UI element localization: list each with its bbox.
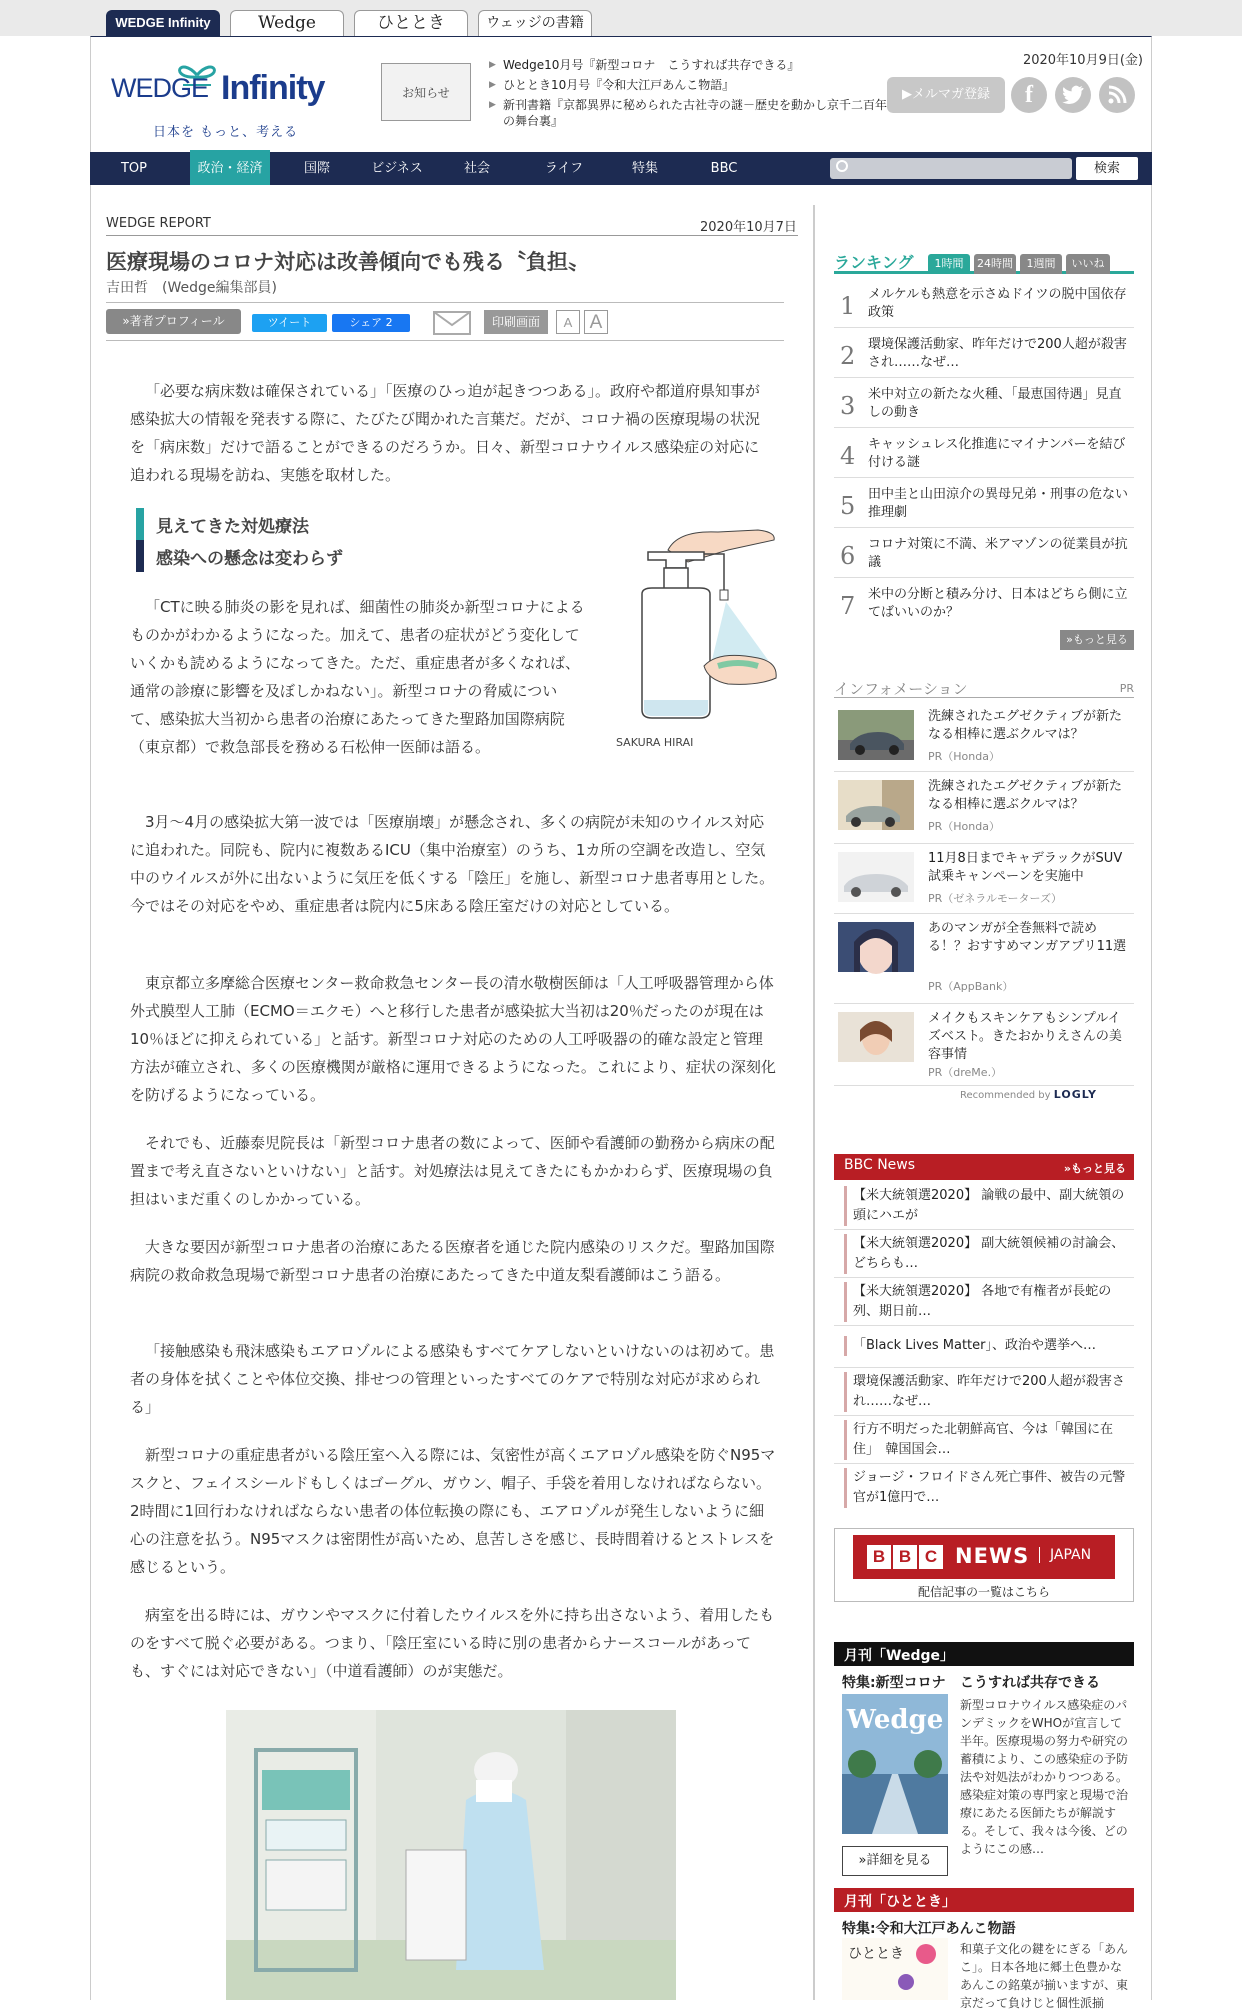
monthly-hitotoki-title: 月刊「ひととき」 xyxy=(844,1894,956,1910)
info-sponsor: PR（Honda） xyxy=(928,750,1000,763)
ranking-item[interactable] xyxy=(834,480,1134,528)
nav-bbc[interactable]: BBC xyxy=(710,161,738,176)
rank-number: 7 xyxy=(840,592,856,620)
article-photo-nurse xyxy=(226,1710,676,2000)
article-paragraph: 「CTに映る肺炎の影を見れば、細菌性の肺炎か新型コロナによるものかがわかるようになった。加えて、患者の症状がどう変化していくかも読めるようになってきた。ただ、重症患者が多くなれば、通常の診療に影響を及ぼしかねない」。新型コロナの脅威について、感染拡大当初から患者の治療にあたってきた聖路加国際病院（東京都）で救急部長を務める石松伸一医師は語る。 xyxy=(130,598,585,756)
search-input[interactable] xyxy=(830,158,1072,179)
logo-word-infinity: Infinity xyxy=(221,69,325,107)
bbc-news-item[interactable] xyxy=(834,1278,1134,1326)
bbc-logo-letter: B xyxy=(867,1545,891,1569)
toolbar-divider xyxy=(106,340,784,341)
wedge-magazine-cover[interactable] xyxy=(842,1694,948,1834)
logo-tagline: 日本を もっと、考える xyxy=(153,125,299,140)
column-divider xyxy=(813,205,815,2000)
subheading-bar-navy xyxy=(136,540,144,572)
font-size-large-button[interactable]: A xyxy=(584,310,608,334)
bbc-logo-letters xyxy=(867,1545,945,1569)
header-headline-link[interactable]: ▶ Wedge10月号『新型コロナ こうすれば共存できる』 xyxy=(489,57,889,73)
author-profile-button[interactable]: »著者プロフィール xyxy=(106,309,241,334)
info-sponsor: PR（ゼネラルモーターズ） xyxy=(928,892,1062,905)
notice-button[interactable]: お知らせ xyxy=(381,63,471,121)
main-nav xyxy=(90,152,1152,185)
monthly-wedge-header xyxy=(834,1642,1134,1666)
info-thumbnail xyxy=(838,1012,914,1062)
info-thumbnail xyxy=(838,710,914,760)
wedge-detail-button[interactable]: »詳細を見る xyxy=(842,1846,948,1876)
article-paragraph: 「必要な病床数は確保されている」「医療のひっ迫が起きつつある」。政府や都道府県知事が感染拡大の情報を発表する際に、たびたび聞かれた言葉だ。だが、コロナ禍の医療現場の状況を「病床数」だけで語ることができるのだろうか。日々、新型コロナウイルス感染症の対応に追われる現場を訪ね、実態を取材した。 xyxy=(130,382,761,484)
bbc-more-link[interactable]: »もっと見る xyxy=(1063,1162,1126,1175)
ranking-title: ランキング xyxy=(834,253,914,272)
info-headline[interactable]: あのマンガが全巻無料で読める！？おすすめマンガアプリ11選 xyxy=(928,921,1127,954)
article-paragraph: それでも、近藤泰児院長は「新型コロナ患者の数によって、医師や看護師の勤務から病床の配置まで考え直さないといけない」と話す。対処療法は見えてきたにもかかわらず、医療現場の負担はいまだ重くのしかかっている。 xyxy=(130,1134,775,1208)
article-category[interactable]: WEDGE REPORT xyxy=(106,216,211,231)
subheading-line: 見えてきた対処療法 xyxy=(156,517,309,537)
rank-number: 5 xyxy=(840,492,856,520)
site-tab-books[interactable]: ウェッジの書籍 xyxy=(478,10,592,36)
wedge-feature-title[interactable]: こうすれば共存できる xyxy=(960,1675,1100,1691)
bbc-headline[interactable]: 【米大統領選2020】 論戦の最中、副大統領の頭にハエが xyxy=(844,1186,1126,1226)
site-tab-wedge[interactable]: Wedge xyxy=(230,10,344,36)
info-item[interactable] xyxy=(834,844,1134,914)
article-author[interactable]: 吉田哲 (Wedge編集部員) xyxy=(106,280,277,296)
ranking-item[interactable] xyxy=(834,330,1134,378)
bbc-headline[interactable]: 行方不明だった北朝鮮高官、今は「韓国に在住」 韓国国会… xyxy=(844,1420,1126,1460)
bbc-news-title: BBC News xyxy=(844,1157,916,1173)
info-item[interactable] xyxy=(834,772,1134,844)
info-thumbnail xyxy=(838,780,914,830)
info-sponsor: PR（Honda） xyxy=(928,820,1000,833)
facebook-share-button[interactable]: シェア 2 xyxy=(332,314,410,332)
twitter-icon[interactable] xyxy=(1055,77,1091,113)
nav-feature[interactable]: 特集 xyxy=(631,161,658,176)
rank-headline[interactable]: 田中圭と山田涼介の異母兄弟・刑事の危ない推理劇 xyxy=(868,487,1129,520)
ranking-tab-likes[interactable]: いいね xyxy=(1066,254,1110,274)
print-button[interactable]: 印刷画面 xyxy=(484,310,548,334)
info-item[interactable] xyxy=(834,914,1134,1004)
subheading-bar-teal xyxy=(136,508,144,540)
hitotoki-magazine-cover[interactable] xyxy=(842,1938,948,2000)
rank-number: 3 xyxy=(840,392,856,420)
rank-headline[interactable]: コロナ対策に不満、米アマゾンの従業員が抗議 xyxy=(868,537,1128,570)
rank-headline[interactable]: キャッシュレス化推進にマイナンバーを結び付ける謎 xyxy=(868,437,1126,470)
ranking-tab-1w[interactable]: 1週間 xyxy=(1020,254,1062,274)
rank-headline[interactable]: 米中対立の新たな火種、「最恵国待遇」見直しの動き xyxy=(868,387,1122,420)
nav-international[interactable]: 国際 xyxy=(303,161,330,176)
bbc-news-item[interactable] xyxy=(834,1230,1134,1278)
toolbar-divider xyxy=(106,302,784,303)
rank-number: 2 xyxy=(840,342,856,370)
hitotoki-feature[interactable]: 特集:令和大江戸あんこ物語 xyxy=(842,1921,1016,1937)
site-tab-hitotoki[interactable]: ひととき xyxy=(354,10,468,36)
search-icon xyxy=(836,160,848,172)
article-title: 医療現場のコロナ対応は改善傾向でも残る〝負担〟 xyxy=(106,250,589,274)
rank-headline[interactable]: 環境保護活動家、昨年だけで200人超が殺害され……なぜ… xyxy=(868,337,1127,370)
wedge-feature-label: 特集:新型コロナ xyxy=(842,1675,946,1691)
header-headline-link[interactable]: ▶ 新刊書籍『京都異界に秘められた古社寺の謎－歴史を動かし京千二百年の舞台裏』 xyxy=(489,97,889,129)
ranking-item[interactable] xyxy=(834,580,1134,628)
information-pr-label: PR xyxy=(1119,682,1134,695)
category-divider xyxy=(106,235,798,236)
wedge-cover-art xyxy=(842,1694,948,1834)
info-headline[interactable]: 洗練されたエグゼクティブが新たなる相棒に選ぶクルマは？ xyxy=(928,709,1122,742)
bbc-headline[interactable]: ジョージ・フロイドさん死亡事件、被告の元警官が1億円で… xyxy=(844,1468,1126,1508)
header-date: 2020年10月9日(金) xyxy=(1022,53,1143,68)
hitotoki-cover-title: ひととき xyxy=(848,1946,904,1962)
illustration-credit: SAKURA HIRAI xyxy=(616,736,694,749)
info-sponsor: PR（AppBank） xyxy=(928,980,1014,993)
article-paragraph: 病室を出る時には、ガウンやマスクに付着したウイルスを外に持ち出さないよう、着用したものをすべて脱ぐ必要がある。つまり、「陰圧室にいる時に別の患者からナースコールがあっても、すぐには対応できない」（中道看護師）のが実態だ。 xyxy=(130,1606,775,1680)
hitotoki-cover-art xyxy=(842,1938,948,2000)
rss-icon[interactable] xyxy=(1099,77,1135,113)
hitotoki-description: 和菓子文化の鍵をにぎる「あんこ」。日本各地に郷土色豊かなあんこの銘菓が揃いますが、東京だって負けじと個性派揃 xyxy=(960,1942,1129,2010)
ranking-item[interactable] xyxy=(834,430,1134,478)
header-headlines xyxy=(489,57,889,133)
site-tabs xyxy=(0,0,1242,36)
bbc-headline[interactable]: 「Black Lives Matter」、政治や選挙へ… xyxy=(844,1336,1126,1356)
nav-business[interactable]: ビジネス xyxy=(371,161,423,176)
nav-society[interactable]: 社会 xyxy=(463,161,490,176)
bbc-headline[interactable]: 【米大統領選2020】 副大統領候補の討論会、どちらも… xyxy=(844,1234,1126,1274)
information-header xyxy=(834,676,1134,698)
info-item[interactable] xyxy=(834,702,1134,772)
bbc-news-item[interactable] xyxy=(834,1416,1134,1464)
search-button[interactable]: 検索 xyxy=(1076,157,1138,180)
article-paragraph: 大きな要因が新型コロナ患者の治療にあたる医療者を通じた院内感染のリスクだ。聖路加国際病院の救命救急現場で新型コロナ患者の治療にあたってきた中道友梨看護師はこう語る。 xyxy=(130,1238,775,1284)
monthly-wedge-title: 月刊「Wedge」 xyxy=(844,1648,954,1664)
tweet-button[interactable]: ツイート xyxy=(252,314,327,332)
info-thumbnail xyxy=(838,922,914,972)
hand-sanitizer-illustration xyxy=(608,510,778,732)
nav-top[interactable]: TOP xyxy=(120,161,147,176)
ranking-tab-1h[interactable]: 1時間 xyxy=(928,254,970,274)
nav-life[interactable]: ライフ xyxy=(544,161,584,176)
rank-number: 4 xyxy=(840,442,856,470)
mail-share-icon[interactable] xyxy=(432,310,472,336)
monthly-hitotoki-header xyxy=(834,1888,1134,1912)
bbc-news-item[interactable] xyxy=(834,1182,1134,1230)
bbc-logo-news: NEWS xyxy=(955,1544,1030,1568)
article-paragraph: 3月～4月の感染拡大第一波では「医療崩壊」が懸念され、多くの病院が未知のウイルス対応に追われた。同院も、院内に複数あるICU（集中治療室）のうち、1カ所の空調を改造し、空気中のウイルスが外に出ないように気圧を低くする「陰圧」を施し、新型コロナ患者専用とした。今ではその対応をやめ、重症患者は院内に5床ある陰圧室だけの対応としている。 xyxy=(130,813,775,915)
article-paragraph: 新型コロナの重症患者がいる陰圧室へ入る際には、気密性が高くエアロゾル感染を防ぐN95マスクと、フェイスシールドもしくはゴーグル、ガウン、帽子、手袋を着用しなければならない。2時間に1回行わなければならない患者の体位転換の際にも、エアロゾルが発生しないように細心の注意を払う。N95マスクは密閉性が高いため、息苦しさを感じ、長時間着けるとストレスを感じるという。 xyxy=(130,1446,776,1576)
rank-number: 6 xyxy=(840,542,856,570)
wedge-cover-title: Wedge xyxy=(846,1705,944,1735)
bbc-headline[interactable]: 【米大統領選2020】 各地で有権者が長蛇の列、期日前… xyxy=(844,1282,1126,1322)
rank-number: 1 xyxy=(840,292,856,320)
bbc-logo-letter: B xyxy=(893,1545,917,1569)
ranking-item[interactable] xyxy=(834,380,1134,428)
recommended-by-logly[interactable] xyxy=(960,1088,1097,1101)
info-thumbnail xyxy=(838,852,914,902)
info-headline[interactable]: 洗練されたエグゼクティブが新たなる相棒に選ぶクルマは？ xyxy=(928,779,1122,812)
article-paragraph: 東京都立多摩総合医療センター救命救急センター長の清水敬樹医師は「人工呼吸器管理から体外式膜型人工肺（ECMO＝エクモ）へと移行した患者が感染拡大当初は20％だったのが現在は10％ほどに抑えられている」と話す。新型コロナ対応のための人工呼吸器の的確な設定と管理方法が確立され、多くの医療機関が厳格に運用できるようになった。これにより、症状の深刻化を防げるようになっている。 xyxy=(130,974,776,1104)
bbc-news-item[interactable] xyxy=(834,1368,1134,1416)
site-header xyxy=(90,36,1152,152)
logo-word-wedge: WEDGE xyxy=(111,73,209,103)
nav-politics-economy[interactable]: 政治・経済 xyxy=(190,150,270,185)
ranking-item[interactable] xyxy=(834,280,1134,328)
rank-headline[interactable]: 米中の分断と積み分け、日本はどちら側に立てばいいのか？ xyxy=(868,587,1128,620)
info-sponsor: PR（dreMe.） xyxy=(928,1066,1003,1079)
subheading-line: 感染への懸念は変わらず xyxy=(156,549,343,569)
rank-headline[interactable]: メルケルも熱意を示さぬドイツの脱中国依存政策 xyxy=(868,287,1127,320)
ranking-item[interactable] xyxy=(834,530,1134,578)
ranking-header xyxy=(834,250,1134,274)
information-title: インフォメーション xyxy=(834,680,968,698)
bbc-news-japan-banner[interactable] xyxy=(834,1528,1134,1602)
bbc-news-header xyxy=(834,1154,1134,1180)
bbc-news-item[interactable] xyxy=(834,1326,1134,1368)
info-item[interactable] xyxy=(834,1004,1134,1086)
ranking-more-button[interactable]: »もっと見る xyxy=(1060,630,1134,650)
bbc-banner-caption: 配信記事の一覧はこちら xyxy=(917,1585,1050,1599)
font-size-small-button[interactable]: A xyxy=(556,310,580,334)
recommended-by-label: Recommended by xyxy=(960,1090,1051,1101)
bbc-logo-letter: C xyxy=(919,1545,943,1569)
article-paragraph: 「接触感染も飛沫感染もエアロゾルによる感染もすべてケアしないといけないのは初めて。患者の身体を拭くことや体位交換、排せつの管理といったすべてのケアで特別な対応が求められる」 xyxy=(130,1342,775,1416)
article-subheading xyxy=(136,508,376,572)
info-headline[interactable]: メイクもスキンケアもシンプルイズベスト。きたおかりえさんの美容事情 xyxy=(928,1011,1122,1062)
article-date: 2020年10月7日 xyxy=(700,220,797,235)
site-tab-wedge-infinity[interactable]: WEDGE Infinity xyxy=(106,10,220,36)
bbc-headline[interactable]: 環境保護活動家、昨年だけで200人超が殺害され……なぜ… xyxy=(844,1372,1126,1412)
ranking-tab-24h[interactable]: 24時間 xyxy=(974,254,1016,274)
logly-logo: LOGLY xyxy=(1053,1088,1097,1101)
wedge-description: 新型コロナウイルス感染症のパンデミックをWHOが宣言して半年。医療現場の努力や研究の蓄積により、この感染症の予防法や対処法がわかりつつある。感染症対策の専門家と現場で治療にあたる医師たちが解説する。そして、我々は今後、どのようにこの感… xyxy=(960,1698,1129,1856)
facebook-icon[interactable]: f xyxy=(1011,77,1047,113)
site-logo[interactable] xyxy=(109,55,329,140)
bbc-news-japan-logo xyxy=(853,1535,1115,1579)
info-headline[interactable]: 11月8日までキャデラックがSUV試乗キャンペーンを実施中 xyxy=(928,851,1123,884)
bbc-logo-japan: JAPAN xyxy=(1039,1547,1091,1563)
bbc-news-item[interactable] xyxy=(834,1464,1134,1512)
mailmag-signup-button[interactable]: ▶メルマガ登録 xyxy=(887,77,1005,113)
header-headline-link[interactable]: ▶ ひととき10月号『令和大江戸あんこ物語』 xyxy=(489,77,889,93)
